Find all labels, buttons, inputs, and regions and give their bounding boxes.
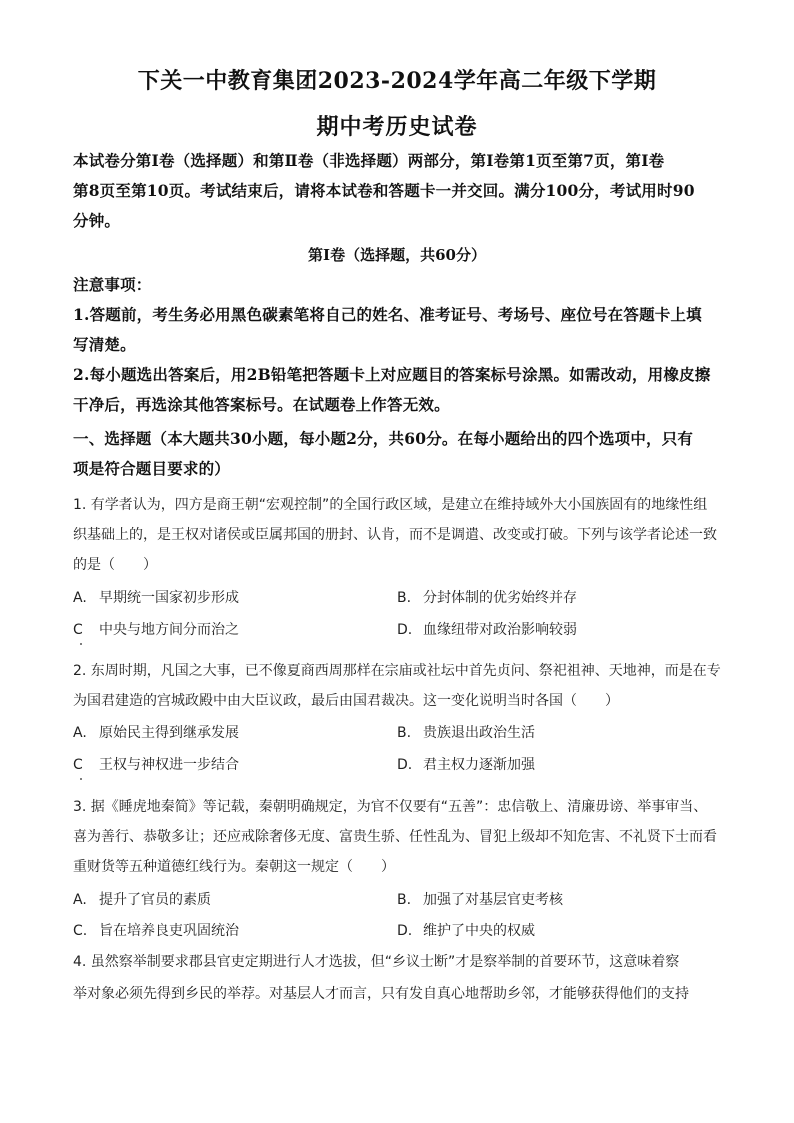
part1-heading-line: 项是符合题目要求的） xyxy=(73,459,231,478)
part1-heading-line: 一、选择题（本大题共30小题，每小题2分，共60分。在每小题给出的四个选项中，只有 xyxy=(73,429,694,448)
option-letter: D. xyxy=(397,622,413,638)
q1-option-b xyxy=(397,587,577,607)
option-text: 旨在培养良吏巩固统治 xyxy=(99,923,239,939)
q1-option-d xyxy=(397,619,577,639)
question-text-line: 重财货等五种道德红线行为。秦朝这一规定（ ） xyxy=(73,859,395,875)
question-text-line: 织基础上的，是王权对诸侯或臣属邦国的册封、认肯，而不是调遣、改变或打破。下列与该学者论述一致 xyxy=(73,527,717,543)
option-letter: C. xyxy=(73,923,88,939)
question-text-line: 的是（ ） xyxy=(73,557,157,573)
q2-option-d xyxy=(397,754,535,774)
question-2 xyxy=(73,656,723,716)
option-text: 维护了中央的权威 xyxy=(423,923,535,939)
option-letter: B. xyxy=(397,590,412,606)
option-letter: B. xyxy=(397,892,412,908)
q3-option-a xyxy=(73,889,211,909)
question-text-line: 喜为善行、恭敬多让；还应戒除奢侈无度、富贵生骄、任性乱为、冒犯上级却不知危害、不礼贤下士而看 xyxy=(73,829,717,845)
option-text: 贵族退出政治生活 xyxy=(423,725,535,741)
option-letter: D. xyxy=(397,757,413,773)
notice-item: 写清楚。 xyxy=(73,335,136,354)
option-letter: C xyxy=(73,757,83,773)
intro-line: 第8页至第10页。考试结束后，请将本试卷和答题卡一并交回。满分100分，考试用时90 xyxy=(73,181,695,200)
notice-block xyxy=(73,270,723,420)
question-text-line: 为国君建造的宫城政殿中由大臣议政，最后由国君裁决。这一变化说明当时各国（ ） xyxy=(73,693,619,709)
option-text: 君主权力逐渐加强 xyxy=(423,757,535,773)
question-text-line: 2. 东周时期，凡国之大事，已不像夏商西周那样在宗庙或社坛中首先贞问、祭祀祖神、天地神，而是在专 xyxy=(73,663,721,679)
q1-option-a xyxy=(73,587,239,607)
option-text: 血缘纽带对政治影响较弱 xyxy=(423,622,577,638)
intro-line: 本试卷分第Ⅰ卷（选择题）和第Ⅱ卷（非选择题）两部分，第Ⅰ卷第1页至第7页，第Ⅰ卷 xyxy=(73,151,665,170)
option-letter: A. xyxy=(73,590,87,606)
question-text-line: 1. 有学者认为，四方是商王朝“宏观控制”的全国行政区域，是建立在维持域外大小国族固有的地缘性组 xyxy=(73,497,708,513)
option-letter: A. xyxy=(73,892,87,908)
option-letter: B. xyxy=(397,725,412,741)
part1-heading xyxy=(73,424,723,484)
option-letter: C xyxy=(73,622,83,638)
option-text: 王权与神权进一步结合 xyxy=(99,757,239,773)
exam-title-line2: 期中考历史试卷 xyxy=(316,114,478,140)
notice-heading: 注意事项： xyxy=(73,275,152,294)
option-letter: D. xyxy=(397,923,413,939)
q2-option-c xyxy=(73,754,239,774)
option-text: 早期统一国家初步形成 xyxy=(99,590,239,606)
question-text-line: 举对象必须先得到乡民的举荐。对基层人才而言，只有发自真心地帮助乡邻，才能够获得他们的支持 xyxy=(73,986,689,1002)
q3-option-d xyxy=(397,920,535,940)
exam-intro xyxy=(73,146,723,236)
q3-option-c xyxy=(73,920,239,940)
option-text: 提升了官员的素质 xyxy=(99,892,211,908)
question-3 xyxy=(73,792,723,882)
q3-option-b xyxy=(397,889,563,909)
intro-line: 分钟。 xyxy=(73,211,121,230)
scan-dot xyxy=(80,778,82,780)
exam-title-line1: 下关一中教育集团2023-2024学年高二年级下学期 xyxy=(137,68,657,94)
option-text: 原始民主得到继承发展 xyxy=(99,725,239,741)
notice-item: 2.每小题选出答案后，用2B铅笔把答题卡上对应题目的答案标号涂黑。如需改动，用橡皮擦 xyxy=(73,365,711,384)
scan-dot xyxy=(80,643,82,645)
q1-option-c xyxy=(73,619,239,639)
question-1 xyxy=(73,490,723,580)
q2-option-b xyxy=(397,722,535,742)
option-text: 分封体制的优劣始终并存 xyxy=(423,590,577,606)
question-text-line: 4. 虽然察举制要求郡县官吏定期进行人才选拔，但“乡议士断”才是察举制的首要环节，这意味着察 xyxy=(73,954,680,970)
q2-option-a xyxy=(73,722,239,742)
section-heading: 第Ⅰ卷（选择题，共60分） xyxy=(308,246,486,264)
option-text: 加强了对基层官吏考核 xyxy=(423,892,563,908)
notice-item: 1.答题前，考生务必用黑色碳素笔将自己的姓名、准考证号、考场号、座位号在答题卡上填 xyxy=(73,305,702,324)
notice-item: 干净后，再选涂其他答案标号。在试题卷上作答无效。 xyxy=(73,395,450,414)
question-4 xyxy=(73,946,723,1010)
option-letter: A. xyxy=(73,725,87,741)
question-text-line: 3. 据《睡虎地秦简》等记载，秦朝明确规定，为官不仅要有“五善”：忠信敬上、清廉毋谤、举事审当、 xyxy=(73,799,708,815)
option-text: 中央与地方间分而治之 xyxy=(99,622,239,638)
